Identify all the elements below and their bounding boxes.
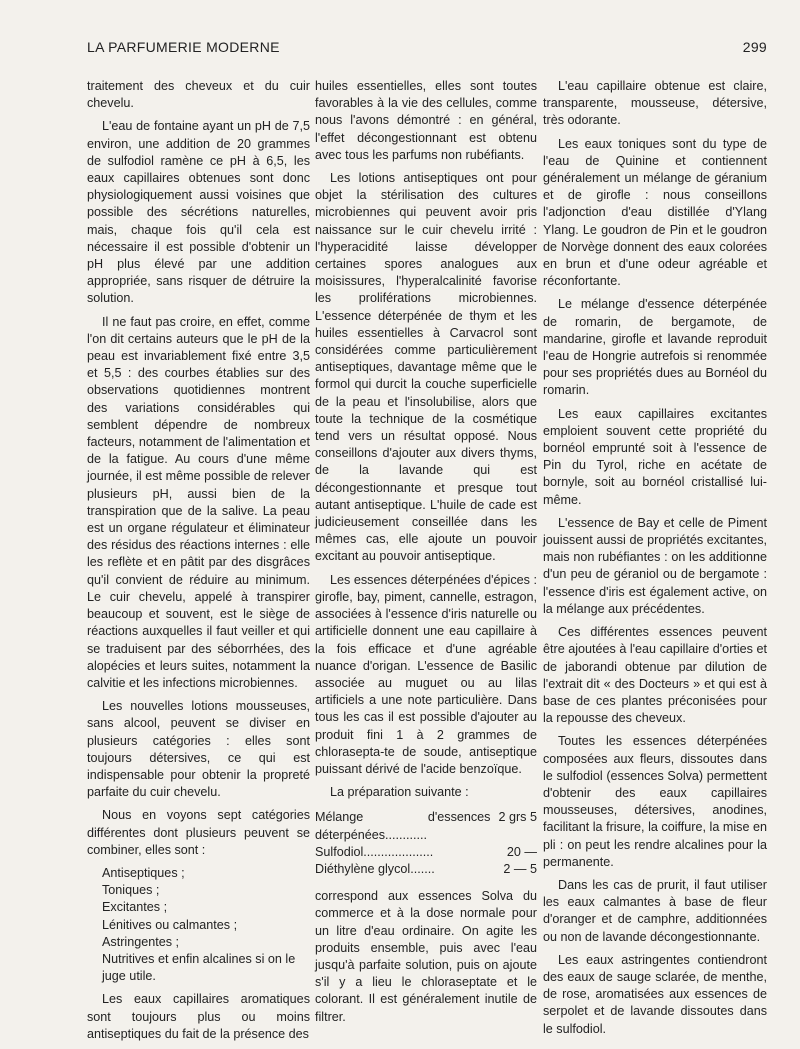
paragraph: huiles essentielles, elles sont toutes favorables à la vie des cellules, comme nous l'avons démontré : en général, l'effet décongestionnant est obtenu avec tous les parfums non rubéfiants. bbox=[315, 79, 537, 162]
column-3 bbox=[543, 78, 767, 1044]
running-title: LA PARFUMERIE MODERNE bbox=[87, 39, 280, 55]
list-item: Antiseptiques ; bbox=[102, 865, 185, 880]
ingredient-name: Diéthylène glycol....... bbox=[315, 861, 435, 876]
formula-row bbox=[315, 809, 537, 843]
paragraph: Les eaux astringentes contiendront des eaux de sauge sclarée, de menthe, de rose, aromatisées aux essences de serpolet et de lavande dissoutes dans le sulfodiol. bbox=[543, 952, 767, 1036]
paragraph: La préparation suivante : bbox=[330, 785, 469, 800]
paragraph: Les eaux capillaires aromatiques sont toujours plus ou moins antiseptiques du fait de la présence des bbox=[87, 992, 310, 1041]
formula-row bbox=[315, 861, 537, 878]
paragraph: Nous en voyons sept catégories différentes dont plusieurs peuvent se combiner, elles sont : bbox=[87, 808, 310, 857]
page-header bbox=[87, 39, 767, 57]
paragraph: Les eaux capillaires excitantes emploient souvent cette propriété du bornéol emprunté soit à l'essence de Pin du Tyrol, riche en acétate de bornyle, soit au bornéol cristallisé lui-même. bbox=[543, 406, 767, 507]
paragraph: Il ne faut pas croire, en effet, comme l'on dit certains auteurs que le pH de la peau est invariablement fixé entre 3,5 et 5,5 : des courbes établies sur des observations quotidiennes montrent des variations considérables qui semblent dépendre de nombreux facteurs, notamment de l'alimentation et de la fatigue. Au cours d'une même journée, il est même possible de relever plusieurs pH, aussi bien de la transpiration que de la salive. La peau est un organe régulateur et éliminateur des résidus des réactions internes : elle les reflète et en pâtit par des disgrâces qu'il convient de réduire au minimum. Le cuir chevelu, appelé à transpirer beaucoup et souvent, est le siège de réactions auxquelles il faut veiller et qui se traduisent par des séborrhées, des alopécies et leurs suites, notamment la calvitie et les infections microbiennes. bbox=[87, 314, 310, 690]
paragraph: Ces différentes essences peuvent être ajoutées à l'eau capillaire d'orties et de jaborandi obtenue par dilution de l'extrait dit « des Docteurs » et qui est à base de ces plantes préconisées pour la repousse des cheveux. bbox=[543, 625, 767, 726]
ingredient-name: Sulfodiol.................... bbox=[315, 844, 434, 859]
list-item: Nutritives et enfin alcalines si on le juge utile. bbox=[102, 951, 296, 984]
paragraph: Dans les cas de prurit, il faut utiliser les eaux calmantes à base de fleur d'oranger et de camphre, additionnées ou non de lavande décongestionnante. bbox=[543, 877, 767, 944]
category-list bbox=[102, 865, 310, 985]
column-1 bbox=[87, 78, 310, 1049]
paragraph: Les nouvelles lotions mousseuses, sans alcool, peuvent se diviser en plusieurs catégories : elles sont toujours détersives, ce qui est indispensable pour obtenir la propreté parfaite du cuir chevelu. bbox=[87, 699, 310, 800]
list-item: Excitantes ; bbox=[102, 900, 168, 915]
paragraph: Les lotions antiseptiques ont pour objet la stérilisation des cultures microbiennes qui peuvent avoir pris naissance sur le cuir chevelu irrité : l'hyperacidité laisse développer certaines spores analogues aux moisissures, l'hyperalcalinité favorise les proliférations microbiennes. L'essence déterpénée de thym et les huiles essentielles à Carvacrol sont considérées comme particulièrement antiseptiques, davantage même que le formol qui durcit la couche superficielle de la peau et l'insolubilise, alors que toute la technique de la cosmétique tend vers un résultat opposé. Nous conseillons d'ajouter aux divers thyms, de la lavande qui est décongestionnante et presque tout autant antiseptique. L'huile de cade est judicieusement conseillée dans les mêmes cas, elle ajoute un pouvoir excitant au pouvoir antiseptique. bbox=[315, 171, 537, 564]
paragraph: L'eau de fontaine ayant un pH de 7,5 environ, une addition de 20 grammes de sulfodiol ramène ce pH à 6,5, les eaux capillaires obtenues sont donc physiologiquement aussi voisines que possible des sécrétions naturelles, mais, chaque fois qu'il cela est nécessaire il est possible d'obtenir un pH plus élevé par une addition appropriée, sans risquer de détruire la solution. bbox=[87, 119, 310, 306]
list-item: Lénitives ou calmantes ; bbox=[102, 917, 238, 932]
page-number: 299 bbox=[742, 39, 767, 55]
formula-table bbox=[315, 809, 537, 878]
ingredient-amount: 2 grs 5 bbox=[498, 810, 537, 825]
formula-row bbox=[315, 844, 537, 861]
paragraph: Toutes les essences déterpénées composées aux fleurs, dissoutes dans le sulfodiol (essences Solva) permettent d'obtenir des eaux capillaires mousseuses, détersives, anodines, facilitant la frisure, la coiffure, la mise en pli : on peut les rendre alcalines pour la permanente. bbox=[543, 734, 767, 869]
paragraph: correspond aux essences Solva du commerce et à la dose normale pour un litre d'eau ordinaire. On agite les produits ensemble, puis avec l'eau jusqu'à parfaite solution, puis on ajoute s'il y a lieu le chloraseptate et le colorant. Il est généralement inutile de filtrer. bbox=[315, 889, 537, 1024]
ingredient-amount: 20 — bbox=[506, 844, 537, 859]
list-item: Toniques ; bbox=[102, 883, 160, 898]
paragraph: Les essences déterpénées d'épices : girofle, bay, piment, cannelle, estragon, associées à l'essence d'iris naturelle ou artificielle donnent une eau capillaire à la fois efficace et d'une agréable nuance d'origan. L'essence de Basilic associée au muguet ou au lilas artificiels a une note particulière. Dans tous les cas il est possible d'ajouter au produit fini 1 à 2 grammes de chlorasepta-te de soude, antiseptique puissant dérivé de l'acide benzoïque. bbox=[315, 572, 537, 776]
ingredient-amount: 2 — 5 bbox=[503, 861, 537, 876]
paragraph: Le mélange d'essence déterpénée de romarin, de bergamote, de mandarine, girofle et lavande reproduit l'eau de Hongrie autrefois si renommée pour ses propriétés dues au Bornéol du romarin. bbox=[543, 297, 767, 398]
list-item: Astringentes ; bbox=[102, 934, 180, 949]
paragraph: traitement des cheveux et du cuir chevelu. bbox=[87, 79, 310, 111]
paragraph: L'eau capillaire obtenue est claire, transparente, mousseuse, détersive, très odorante. bbox=[543, 79, 767, 128]
paragraph: L'essence de Bay et celle de Piment jouissent aussi de propriétés excitantes, mais non rubéfiantes : on les additionne d'un peu de géraniol ou de bergamote : l'essence d'iris est également active, on la mélange aux précédentes. bbox=[543, 515, 767, 616]
ingredient-name: Mélange d'essences déterpénées............ bbox=[315, 810, 491, 842]
column-2 bbox=[315, 78, 537, 1032]
paragraph: Les eaux toniques sont du type de l'eau de Quinine et contiennent généralement un mélange de géranium et de girofle : nous conseillons l'adjonction d'eau distillée d'Ylang Ylang. Le goudron de Pin et le goudron de Norvège donnent des eaux colorées en brun et d'une odeur agréable et réconfortante. bbox=[543, 136, 767, 289]
